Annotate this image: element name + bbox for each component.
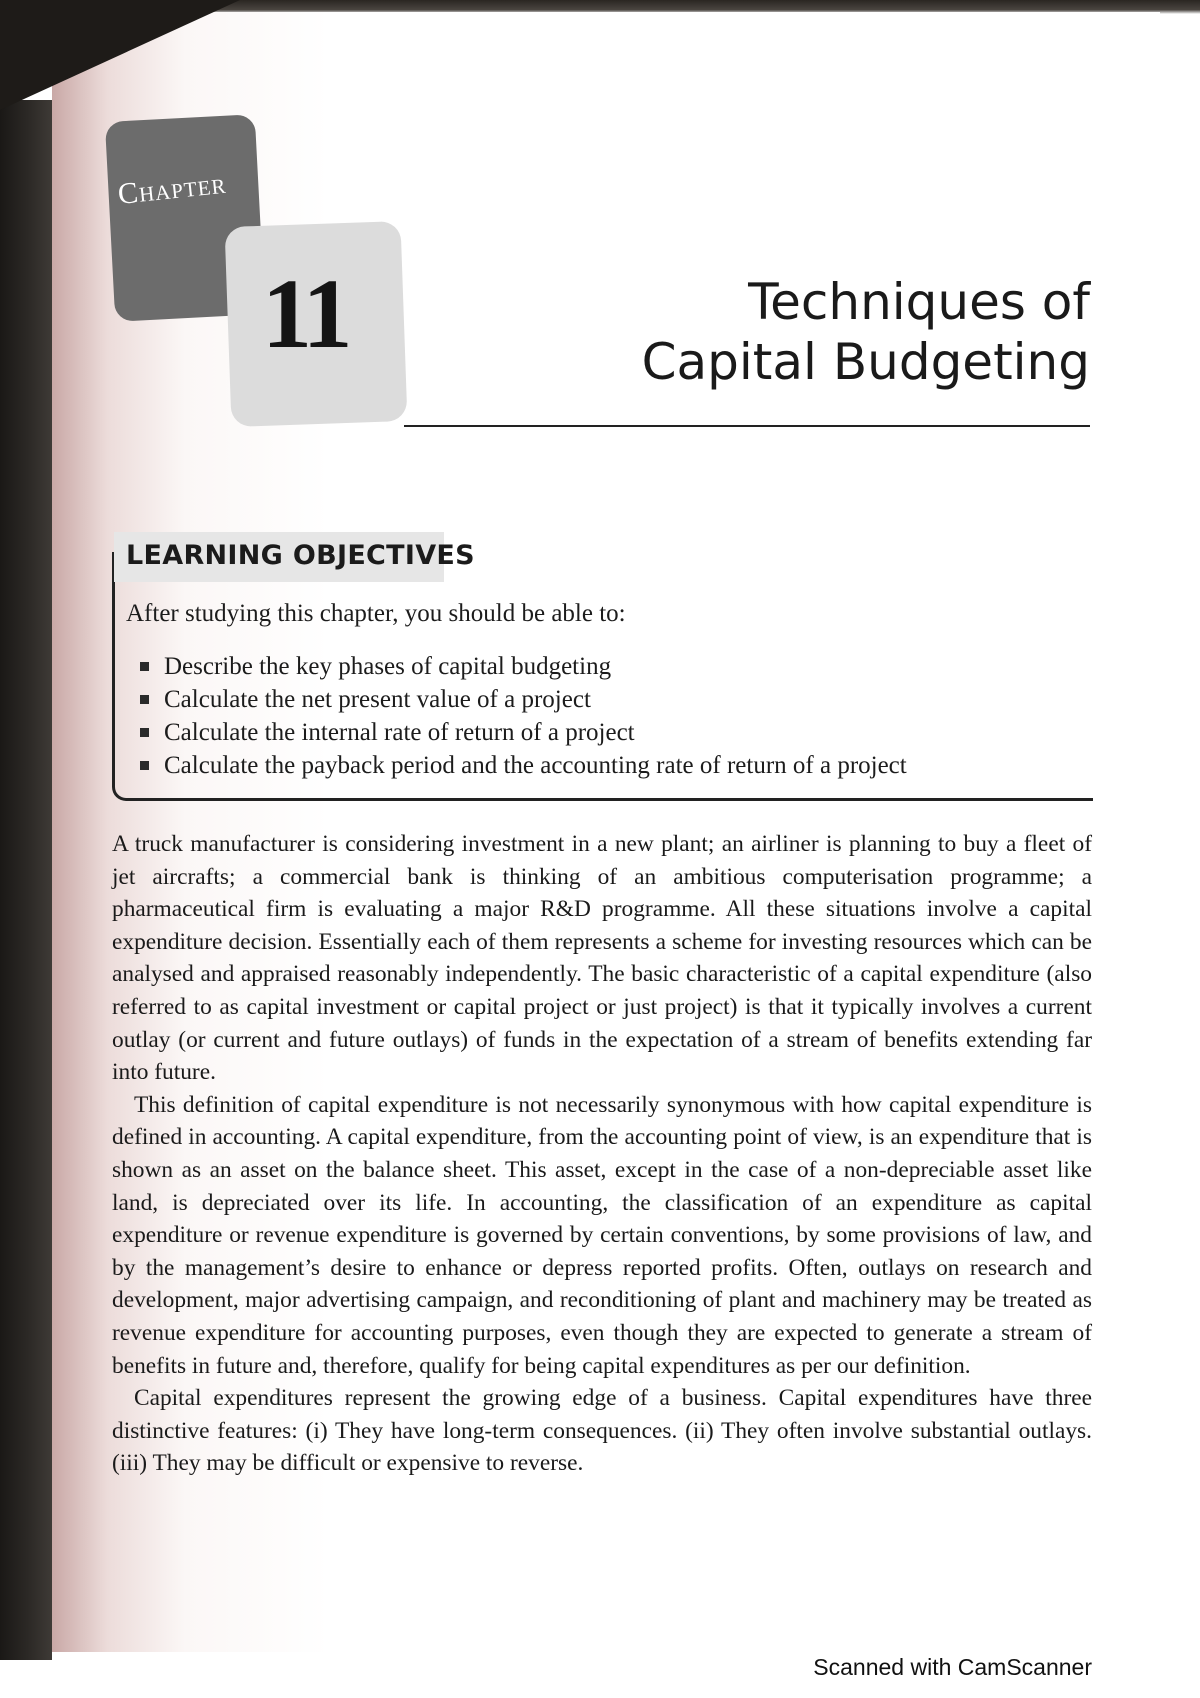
list-item [140, 683, 1080, 716]
chapter-label-text: Chapter [116, 166, 228, 211]
scan-left-edge [0, 100, 52, 1660]
square-bullet-icon [140, 662, 149, 671]
body-paragraph-3: Capital expenditures represent the growing edge of a business. Capital expenditures have three distinctive features: (i) They have long-term consequences. (ii) They often involve substantial outlays. (iii) They may be difficult or expensive to reverse. [112, 1385, 1092, 1477]
body-paragraph-2: This definition of capital expenditure is not necessarily synonymous with how capital expenditure is defined in accounting. A capital expenditure, from the accounting point of view, is an expenditure that is shown as an asset on the balance sheet. This asset, except in the case of a non-depreciable asset like land, is depreciated over its life. In accounting, the classification of an expenditure as capital expenditure or revenue expenditure is governed by certain conventions, by some provisions of law, and by the management’s desire to enhance or depress reported profits. Often, outlays on research and development, major advertising campaign, and reconditioning of plant and machinery may be treated as revenue expenditure for accounting purposes, even though they are expected to generate a stream of benefits in future and, therefore, qualify for being capital expenditures as per our definition. [112, 1091, 1092, 1379]
body-paragraph-1: A truck manufacturer is considering investment in a new plant; an airliner is planning to buy a fleet of jet aircrafts; a commercial bank is thinking of an ambitious computerisation programme; a pharmaceutical firm is evaluating a major R&D programme. All these situations involve a capital expenditure decision. Essentially each of them represents a scheme for investing resources which can be analysed and appraised reasonably independently. The basic characteristic of a capital expenditure (also referred to as capital investment or capital project or just project) is that it typically involves a current outlay (or current and future outlays) of funds in the expectation of a stream of benefits extending far into future. [112, 831, 1092, 1086]
chapter-title [490, 272, 1090, 392]
title-underline [404, 425, 1090, 427]
chapter-body-text [112, 828, 1092, 1480]
objective-text: Describe the key phases of capital budgeting [164, 653, 612, 680]
square-bullet-icon [140, 728, 149, 737]
learning-objectives-intro: After studying this chapter, you should be able to: [126, 600, 626, 627]
list-item [140, 749, 1080, 782]
objective-text: Calculate the net present value of a project [164, 686, 591, 713]
list-item [140, 716, 1080, 749]
square-bullet-icon [140, 695, 149, 704]
chapter-title-line-2: Capital Budgeting [641, 333, 1090, 391]
square-bullet-icon [140, 761, 149, 770]
list-item [140, 650, 1080, 683]
chapter-title-line-1: Techniques of [748, 273, 1090, 331]
objective-text: Calculate the internal rate of return of a project [164, 719, 635, 746]
objective-text: Calculate the payback period and the accounting rate of return of a project [164, 752, 907, 779]
learning-objectives-list [140, 650, 1080, 782]
scanner-watermark: Scanned with CamScanner [813, 1654, 1092, 1680]
learning-objectives-heading: LEARNING OBJECTIVES [126, 540, 475, 571]
chapter-number: 11 [262, 258, 349, 369]
